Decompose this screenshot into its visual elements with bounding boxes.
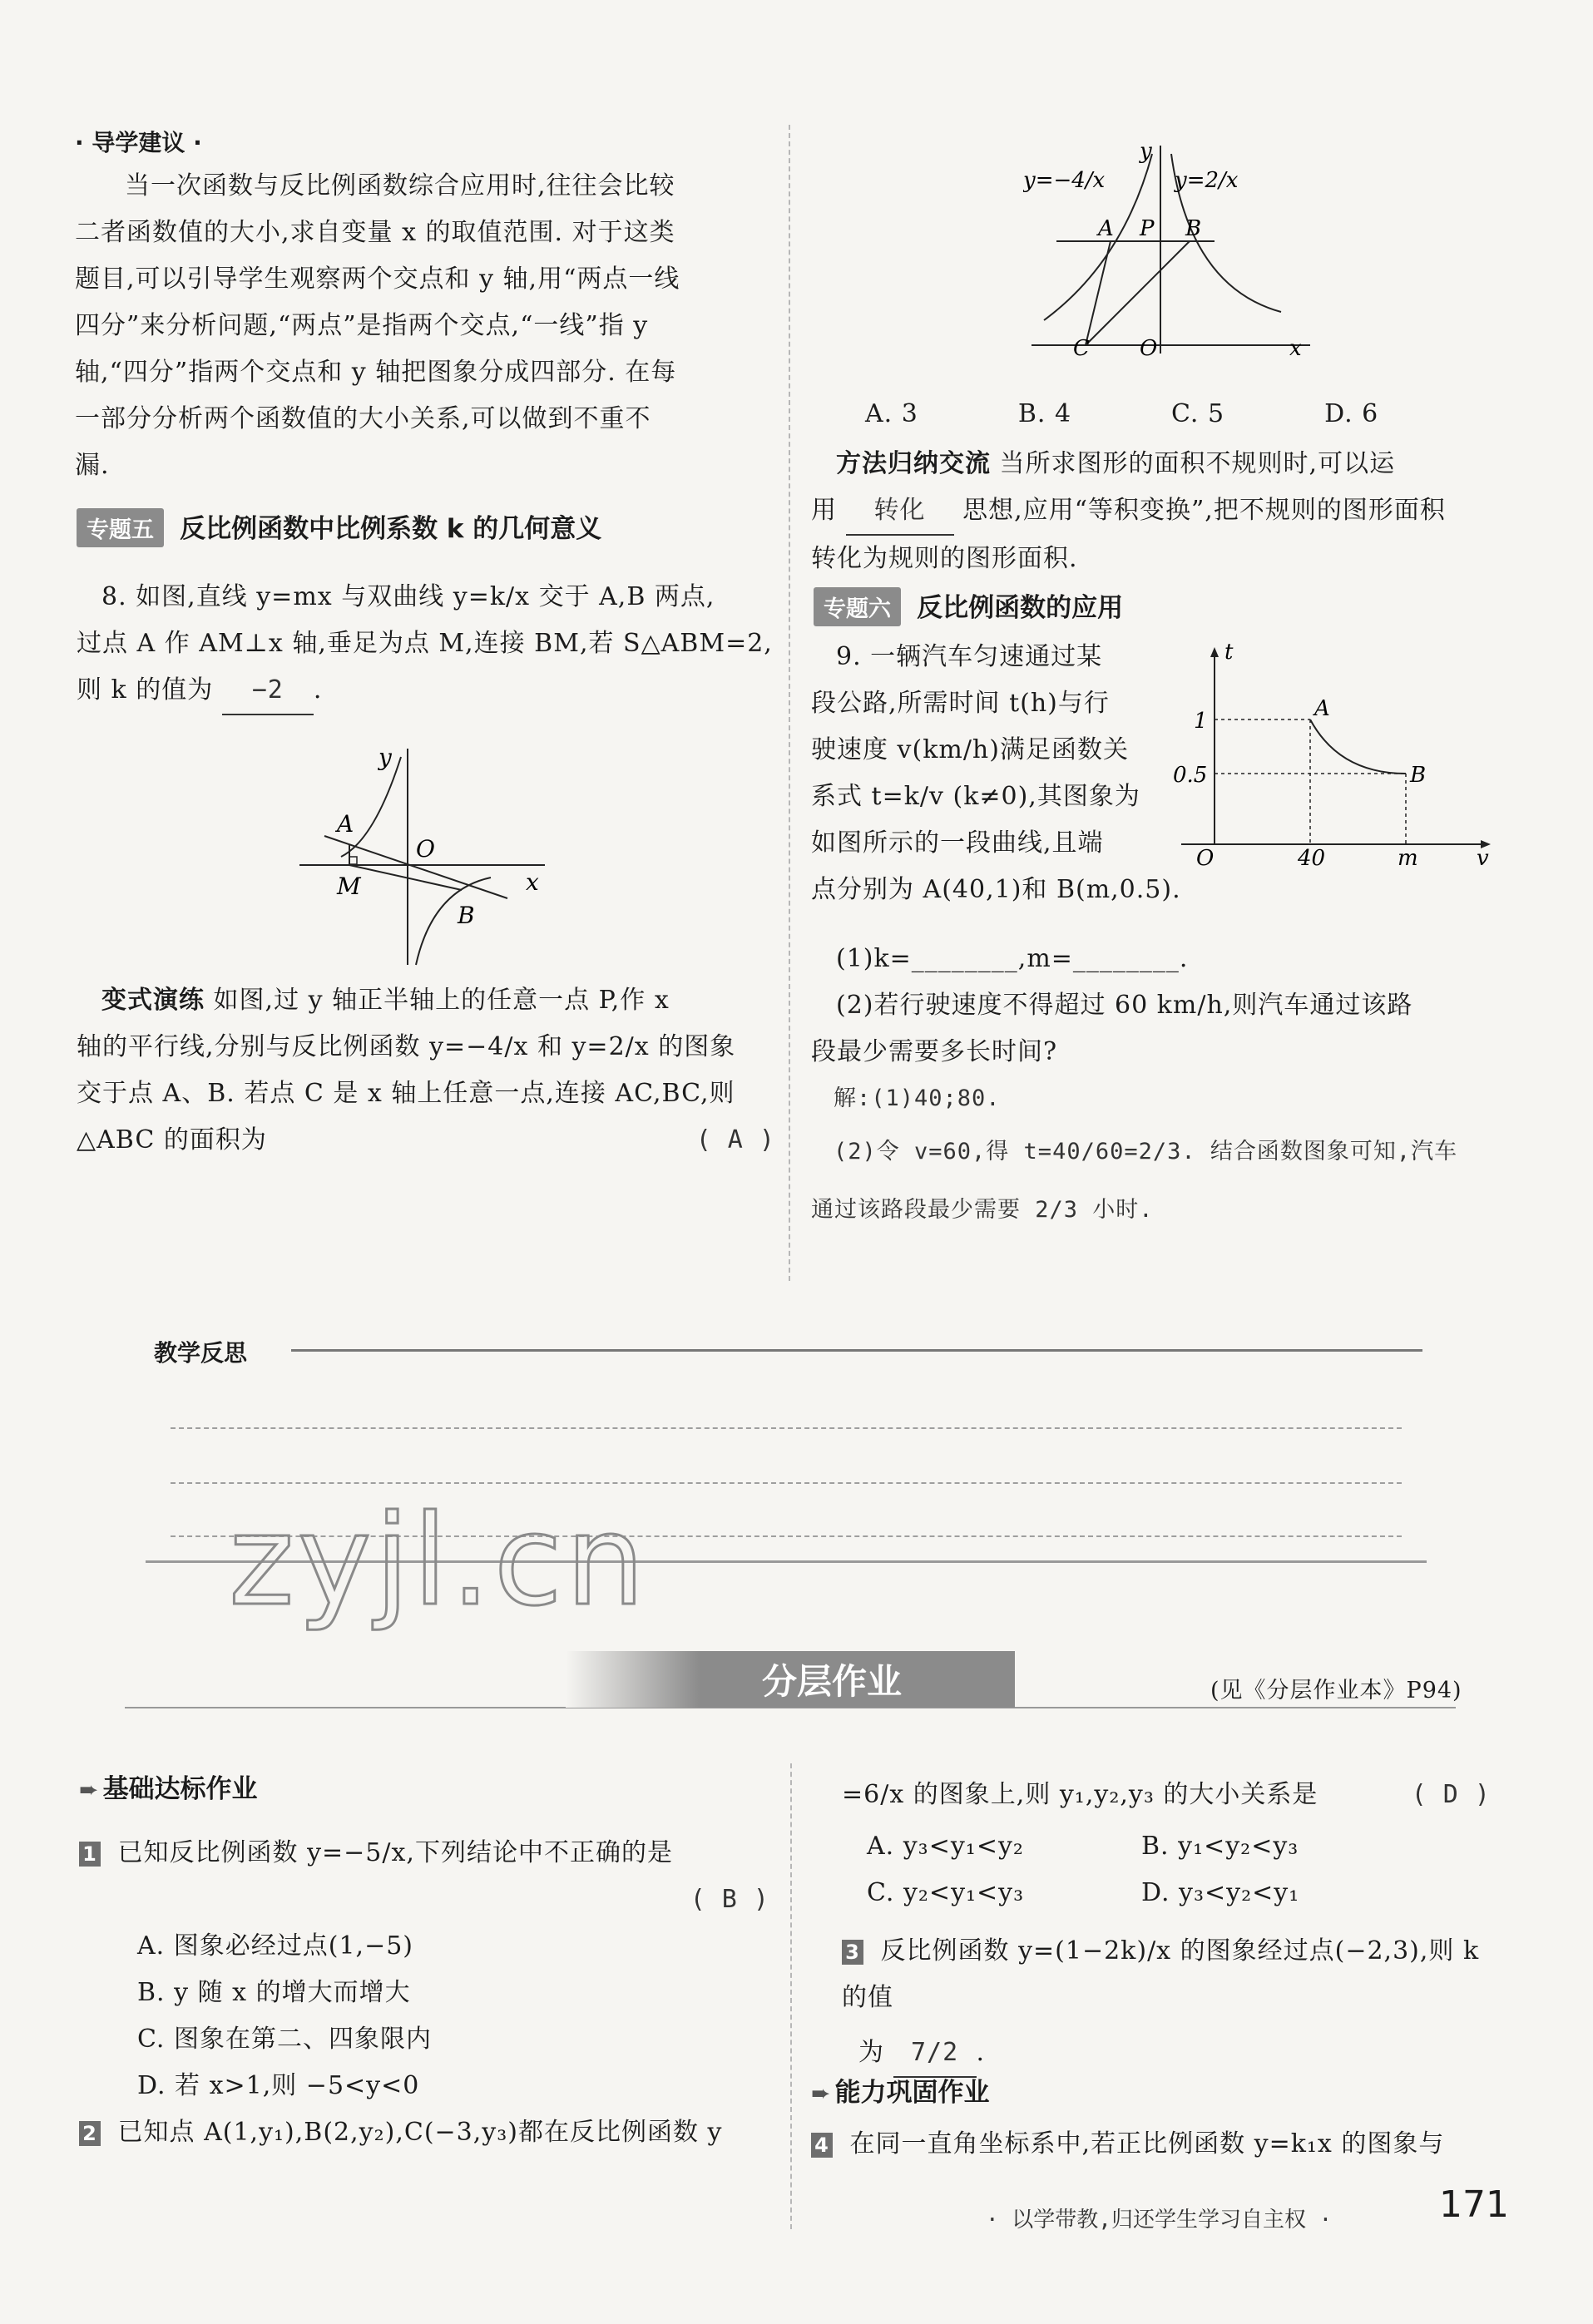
guide-line: 二者函数值的大小,求自变量 x 的取值范围. 对于这类 <box>75 218 675 247</box>
q2-continued <box>842 1772 1491 1818</box>
graph-label: 1 <box>1194 709 1208 734</box>
solution-line: (2)令 v=60,得 t=40/60=2/3. 结合函数图象可知,汽车 <box>834 1139 1458 1164</box>
q1-option: C. 图象在第二、四象限内 <box>137 2025 432 2054</box>
guide-line: 题目,可以引导学生观察两个交点和 y 轴,用“两点一线 <box>75 265 680 294</box>
variant-label: 变式演练 <box>101 986 205 1015</box>
q2-option: C. y₂<y₁<y₃ <box>867 1878 1025 1907</box>
homework-banner <box>566 1651 1015 1708</box>
q8-answer: −2 <box>222 667 314 715</box>
q2-options-row <box>842 1870 1491 1916</box>
guide-line: 一部分分析两个函数值的大小关系,可以做到不重不 <box>75 404 651 433</box>
q2-text: 已知点 A(1,y₁),B(2,y₂),C(−3,y₃)都在反比例函数 y <box>117 2118 723 2147</box>
variant-line: 轴的平行线,分别与反比例函数 y=−4/x 和 y=2/x 的图象 <box>77 1032 736 1061</box>
option-a: A. 3 <box>865 399 918 428</box>
ability-header <box>811 2071 990 2109</box>
reflection-line <box>171 1482 1402 1484</box>
fig-label: B <box>1185 216 1202 241</box>
topic6-header <box>814 586 1123 626</box>
q2-option: A. y₃<y₁<y₂ <box>867 1832 1024 1861</box>
basic-questions-right <box>842 1772 1491 2078</box>
q3-answer: 7/2 <box>893 2030 977 2078</box>
variant-answer: ( A ) <box>695 1125 775 1155</box>
ability-title: 能力巩固作业 <box>834 2078 990 2108</box>
question-9 <box>811 634 1181 913</box>
q3-line <box>842 1928 1491 2021</box>
topic6-tag: 专题六 <box>814 587 901 626</box>
variant-figure <box>1023 137 1323 362</box>
q9-graph <box>1165 640 1497 873</box>
graph-label: m <box>1398 846 1418 871</box>
q2-option: D. y₃<y₂<y₁ <box>1141 1878 1300 1907</box>
q4-text: 在同一直角坐标系中,若正比例函数 y=k₁x 的图象与 <box>849 2129 1445 2158</box>
basic-questions <box>79 1830 769 2156</box>
fig8-label: M <box>337 873 361 900</box>
guide-line: 当一次函数与反比例函数综合应用时,往往会比较 <box>125 171 675 200</box>
topic6-title: 反比例函数的应用 <box>917 593 1124 623</box>
q1-option: D. 若 x>1,则 −5<y<0 <box>137 2071 420 2100</box>
q9-part2: 段最少需要多长时间? <box>811 1037 1058 1066</box>
fig-label: y=−4/x <box>1023 168 1106 193</box>
q2-option: B. y₁<y₂<y₃ <box>1141 1832 1299 1861</box>
q1-option: A. 图象必经过点(1,−5) <box>137 1931 413 1961</box>
watermark-text: zyjl.cn <box>229 1489 649 1634</box>
fig-label: x <box>1289 336 1302 361</box>
footer-motto: · 以学带教,归还学生学习自主权 · <box>986 2208 1333 2233</box>
q2-line <box>79 2109 769 2156</box>
graph-label: 40 <box>1298 846 1326 871</box>
q2-answer: ( D ) <box>1411 1780 1491 1809</box>
method-summary <box>811 441 1510 582</box>
q2-options-row <box>842 1823 1491 1870</box>
basic-header <box>79 1768 258 1805</box>
option-b: B. 4 <box>1017 399 1072 428</box>
graph-label: A <box>1314 696 1330 721</box>
method-text: 当所求图形的面积不规则时,可以运 <box>999 449 1396 478</box>
page-number: 171 <box>1439 2183 1509 2226</box>
fig-label: y <box>1140 139 1152 164</box>
fig8-label: y <box>378 744 392 771</box>
homework-title: 分层作业 <box>761 1661 902 1702</box>
option-c: C. 5 <box>1171 399 1225 428</box>
q9-line: 点分别为 A(40,1)和 B(m,0.5). <box>811 875 1181 904</box>
reflection-title: 教学反思 <box>154 1339 248 1367</box>
solution-line: 解:(1)40;80. <box>834 1085 1001 1111</box>
q8-prompt: 则 k 的值为 <box>77 675 214 705</box>
arrow-icon: ➨ <box>811 2079 831 2107</box>
variant-line <box>77 977 775 1024</box>
question-8 <box>77 574 775 715</box>
reflection-line <box>171 1427 1402 1429</box>
q9-line: 驶速度 v(km/h)满足函数关 <box>811 735 1129 764</box>
graph-label: B <box>1410 763 1427 788</box>
q9-line: 如图所示的一段曲线,且端 <box>811 828 1104 858</box>
q8-line: 则 k 的值为 −2 . <box>77 667 775 715</box>
q4-line <box>811 2121 1501 2168</box>
fig8-label: O <box>416 835 435 863</box>
method-line: 转化为规则的图形面积. <box>811 544 1078 573</box>
fig8-label: B <box>458 902 475 929</box>
q9-part2: (2)若行驶速度不得超过 60 km/h,则汽车通过该路 <box>836 991 1413 1020</box>
variant-line <box>77 1117 775 1164</box>
q9-line: 段公路,所需时间 t(h)与行 <box>811 689 1110 718</box>
q3-line: 为 7/2 . <box>842 2030 1491 2078</box>
q8-figure <box>291 740 557 973</box>
q3-text: 反比例函数 y=(1−2k)/x 的图象经过点(−2,3),则 k 的值 <box>842 1936 1480 2012</box>
guide-title: · 导学建议 · <box>75 129 202 156</box>
arrow-icon: ➨ <box>79 1776 99 1803</box>
column-divider-bottom <box>790 1763 792 2229</box>
q2-number: 2 <box>79 2121 101 2146</box>
column-divider <box>789 125 790 1281</box>
q8-line: 过点 A 作 AM⊥x 轴,垂足为点 M,连接 BM,若 S△ABM=2, <box>77 629 773 658</box>
q1-option: B. y 随 x 的增大而增大 <box>137 1978 411 2007</box>
basic-title: 基础达标作业 <box>102 1774 258 1804</box>
topic5-title: 反比例函数中比例系数 k 的几何意义 <box>180 514 602 544</box>
q3-cont-text: 为 <box>858 2038 884 2067</box>
variant-text: △ABC 的面积为 <box>77 1125 267 1155</box>
solution-line: 通过该路段最少需要 2/3 小时. <box>811 1197 1154 1223</box>
reflection-border <box>291 1349 1422 1352</box>
guide-line: 漏. <box>75 451 110 480</box>
graph-label: O <box>1196 846 1215 871</box>
method-line <box>811 487 1510 536</box>
graph-label: 0.5 <box>1173 763 1208 788</box>
method-line <box>811 441 1510 487</box>
fig-label: P <box>1140 216 1155 241</box>
homework-reference: (见《分层作业本》P94) <box>1210 1678 1462 1703</box>
topic5-tag: 专题五 <box>77 508 164 547</box>
q1-line <box>79 1830 769 1877</box>
variant-text: 如图,过 y 轴正半轴上的任意一点 P,作 x <box>213 986 670 1015</box>
fig8-label: x <box>526 868 539 896</box>
q1-text: 已知反比例函数 y=−5/x,下列结论中不正确的是 <box>117 1838 673 1867</box>
q4-number: 4 <box>811 2133 833 2158</box>
method-text: 用 <box>811 496 837 525</box>
q9-line: 系式 t=k/v (k≠0),其图象为 <box>811 782 1140 811</box>
graph-label: v <box>1477 846 1489 871</box>
fig-label: O <box>1140 336 1158 361</box>
q9-line: 9. 一辆汽车匀速通过某 <box>836 642 1103 671</box>
option-d: D. 6 <box>1324 399 1379 428</box>
variant-options <box>865 391 1497 438</box>
q9-parts <box>811 936 1510 1234</box>
fig-label: C <box>1073 336 1090 361</box>
q8-line: 8. 如图,直线 y=mx 与双曲线 y=k/x 交于 A,B 两点, <box>101 582 715 611</box>
q3-number: 3 <box>842 1940 863 1965</box>
q1-number: 1 <box>79 1842 101 1867</box>
q2-cont-text: =6/x 的图象上,则 y₁,y₂,y₃ 的大小关系是 <box>842 1780 1318 1809</box>
method-blank: 转化 <box>846 487 954 536</box>
fig-label: A <box>1098 216 1114 241</box>
method-text: 思想,应用“等积变换”,把不规则的图形面积 <box>962 496 1446 525</box>
fig-label: y=2/x <box>1175 168 1239 193</box>
graph-label: t <box>1224 640 1234 665</box>
guide-line: 轴,“四分”指两个交点和 y 轴把图象分成四部分. 在每 <box>75 358 677 387</box>
variant-line: 交于点 A、B. 若点 C 是 x 轴上任意一点,连接 AC,BC,则 <box>77 1079 735 1108</box>
q9-part1: (1)k=________,m=________. <box>836 944 1189 973</box>
guide-line: 四分”来分析问题,“两点”是指两个交点,“一线”指 y <box>75 311 649 340</box>
guide-box <box>75 125 765 489</box>
fig8-label: A <box>337 810 354 838</box>
variant-practice <box>77 977 775 1164</box>
topic5-header <box>77 507 601 547</box>
q1-answer: ( B ) <box>690 1885 769 1914</box>
method-label: 方法归纳交流 <box>836 449 991 478</box>
